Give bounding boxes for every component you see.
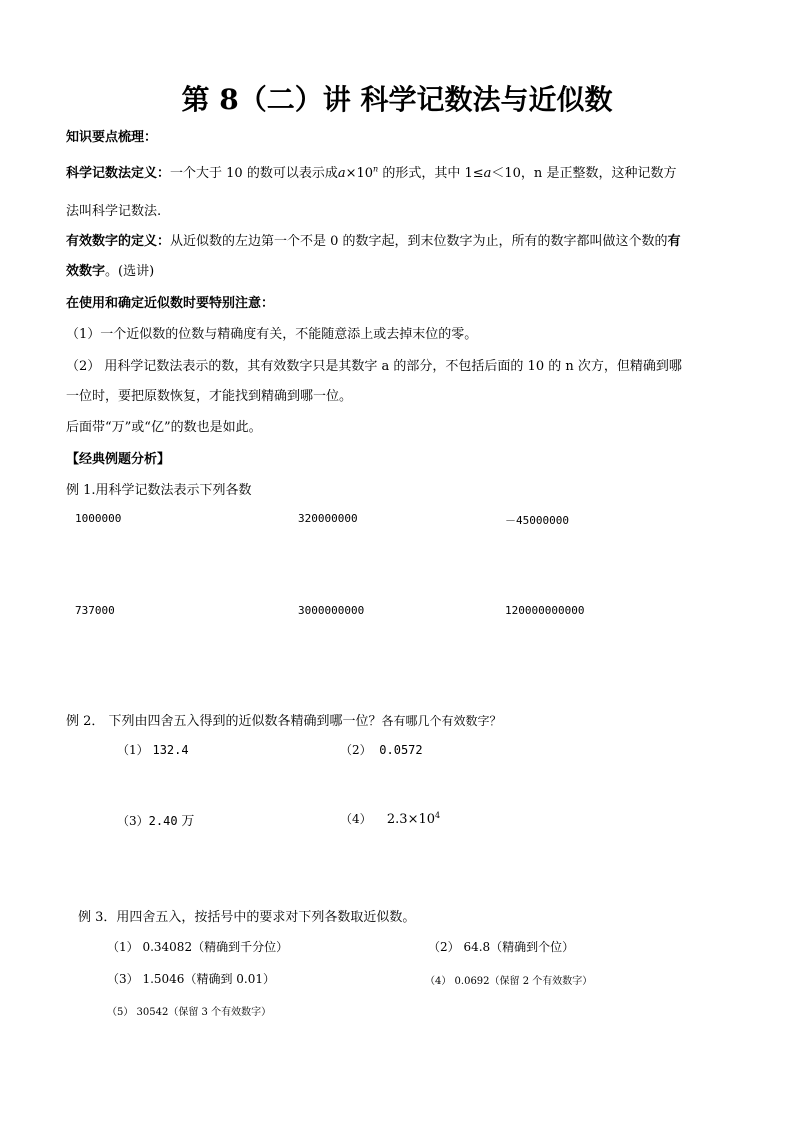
item-value: 2.3×10 <box>386 812 436 827</box>
sci-def-text-a: 一个大于 10 的数可以表示成 <box>170 166 338 181</box>
item-value: 132.4 <box>152 743 189 757</box>
example-2-prompt <box>66 710 502 729</box>
example-1-item: －45000000 <box>505 514 569 527</box>
item-number: （2） <box>340 743 372 757</box>
example-2-prompt-b: 各有哪几个有效数字？ <box>381 714 502 728</box>
example-2-item-2 <box>340 741 423 758</box>
item-number: （3） <box>117 814 149 828</box>
formula-times: ×10 <box>345 166 374 181</box>
knowledge-heading: 知识要点梳理： <box>66 130 158 145</box>
sci-notation-definition <box>66 162 676 181</box>
item-unit: 万 <box>181 814 195 829</box>
example-3-item-4: （4） 0.0692（保留 2 个有效数字） <box>425 976 593 987</box>
example-3-item-2: （2） 64.8（精确到个位） <box>428 940 575 954</box>
sig-def-label: 有效数字的定义： <box>66 234 171 249</box>
item-value: 2.40 <box>148 814 178 828</box>
example-3-item-5: （5） 30542（保留 3 个有效数字） <box>107 1007 272 1018</box>
example-1-item: 3000000000 <box>298 604 365 617</box>
sci-def-text-c: ＜10，n 是正整数，这种记数方 <box>491 166 677 181</box>
sci-def-label: 科学记数法定义： <box>66 166 171 181</box>
sig-fig-definition <box>66 230 681 249</box>
note-3: 后面带“万”或“亿”的数也是如此。 <box>66 420 262 435</box>
sig-def-line2 <box>66 260 154 279</box>
sci-def-text-b: 的形式，其中 1≤ <box>378 166 484 181</box>
example-1-item: 320000000 <box>298 512 358 525</box>
sig-def-line2-rest: 。(选讲) <box>105 264 155 279</box>
example-2-prompt-a: 例 2． 下列由四舍五入得到的近似数各精确到哪一位？ <box>66 714 382 729</box>
sci-def-line2: 法叫科学记数法. <box>66 204 162 219</box>
item-value: 0.0572 <box>379 743 423 757</box>
inequality-var-a: a <box>483 166 492 181</box>
item-number: （1） <box>117 743 149 757</box>
example-2-item-1 <box>117 741 189 758</box>
example-1-prompt: 例 1.用科学记数法表示下列各数 <box>66 483 252 498</box>
note-heading: 在使用和确定近似数时要特别注意： <box>66 296 275 311</box>
examples-heading: 【经典例题分析】 <box>66 452 171 467</box>
example-3-item-3: （3） 1.5046（精确到 0.01） <box>107 972 275 986</box>
example-1-item: 737000 <box>75 604 115 617</box>
sig-def-text: 从近似数的左边第一个不是 0 的数字起，到末位数字为止，所有的数字都叫做这个数的 <box>170 234 668 249</box>
item-exponent: 4 <box>435 811 441 820</box>
note-2-line1: （2） 用科学记数法表示的数，其有效数字只是其数字 a 的部分，不包括后面的 10 的 n 次方，但精确到哪 <box>66 359 682 374</box>
sig-def-line2-emph: 效数字 <box>66 264 106 279</box>
item-number: （4） <box>340 812 372 826</box>
note-1: （1）一个近似数的位数与精确度有关，不能随意添上或去掉末位的零。 <box>66 327 478 342</box>
example-2-item-4 <box>340 810 440 827</box>
example-1-item: 120000000000 <box>505 604 585 617</box>
page-title: 第 8（二）讲 科学记数法与近似数 <box>181 83 613 116</box>
sig-def-emph: 有 <box>667 234 681 249</box>
example-3-item-1: （1） 0.34082（精确到千分位） <box>107 940 289 954</box>
formula-exponent: n <box>373 164 379 174</box>
example-3-prompt: 例 3．用四舍五入，按括号中的要求对下列各数取近似数。 <box>78 910 416 925</box>
formula-var-a: a <box>337 166 346 181</box>
example-2-item-3 <box>117 810 194 829</box>
note-2-line2: 一位时，要把原数恢复，才能找到精确到哪一位。 <box>66 389 353 404</box>
example-1-item: 1000000 <box>75 512 122 525</box>
